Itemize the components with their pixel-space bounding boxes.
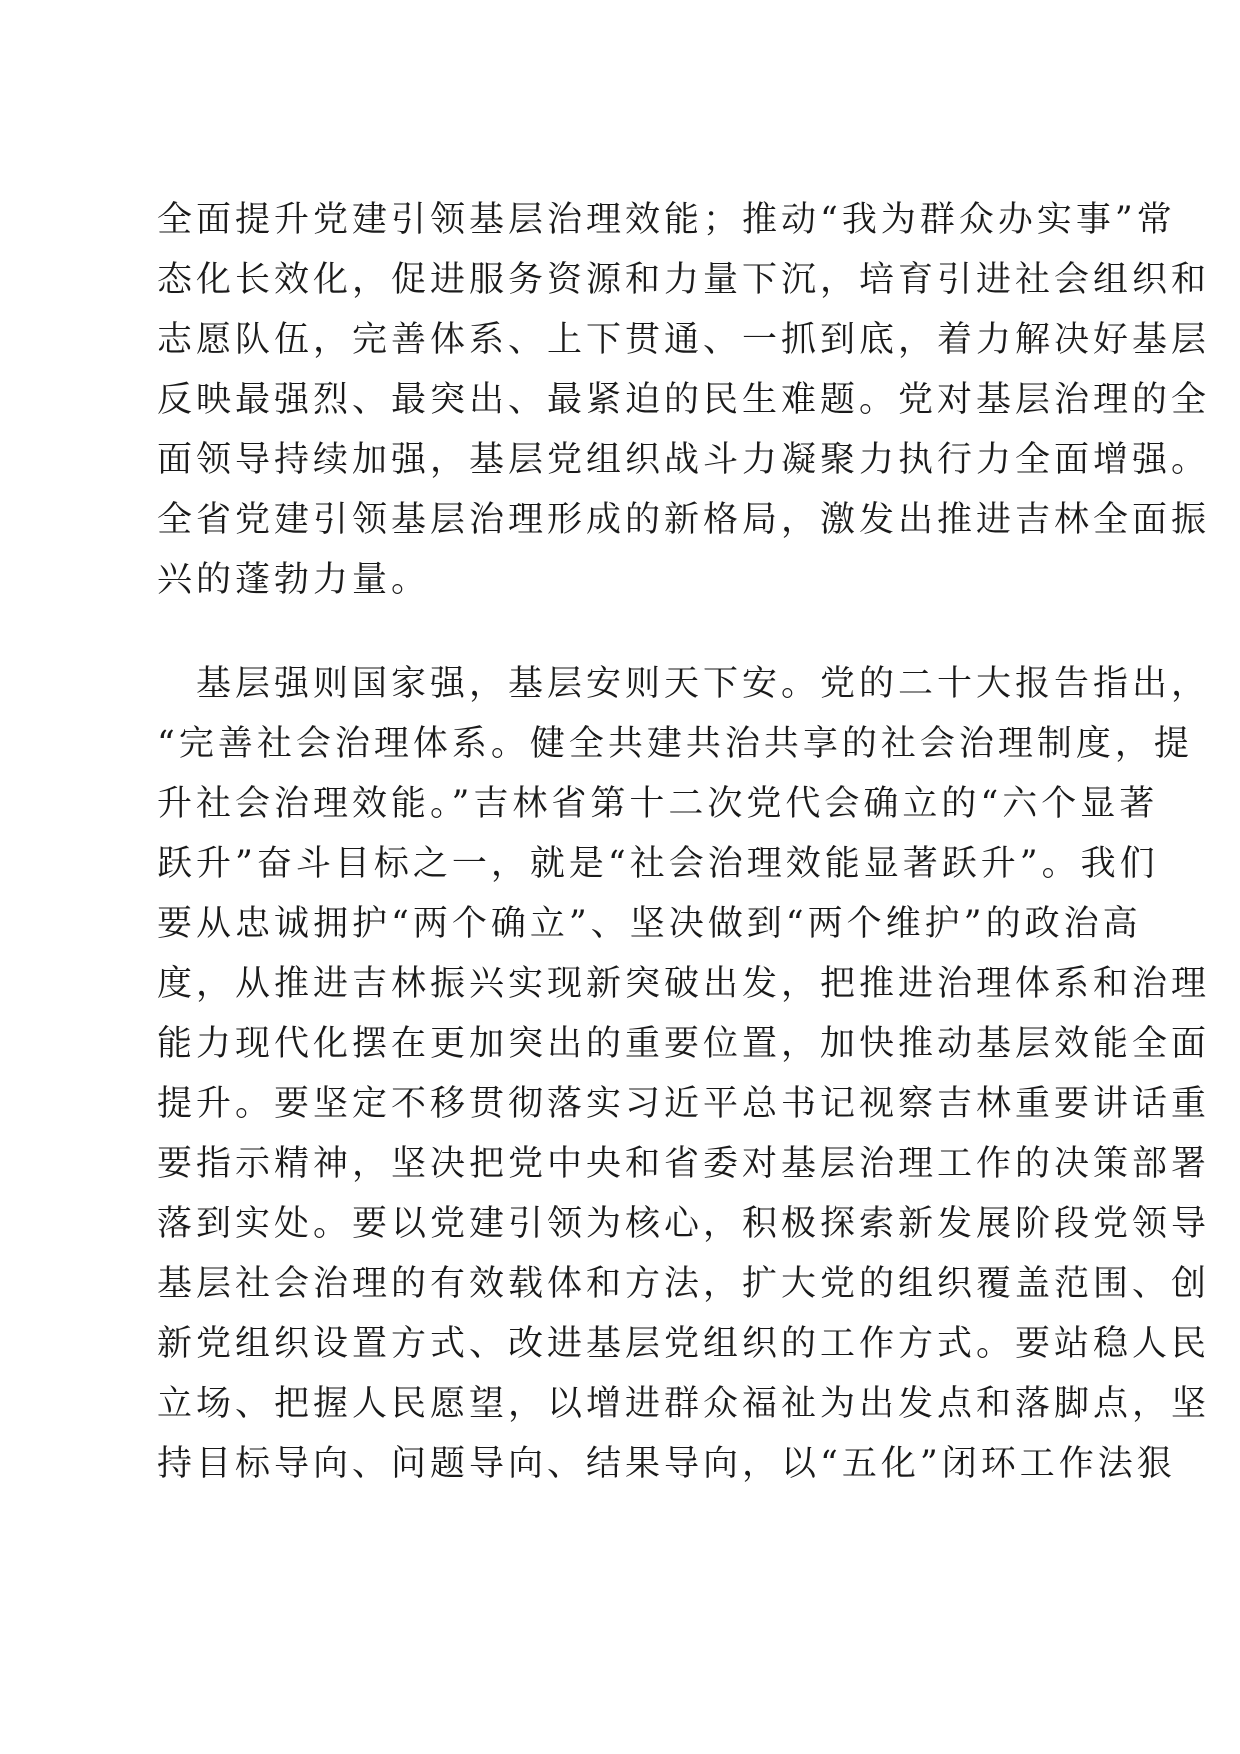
text-line: 面领导持续加强，基层党组织战斗力凝聚力执行力全面增强。: [157, 440, 1211, 480]
text-line: 全省党建引领基层治理形成的新格局，激发出推进吉林全面振: [157, 500, 1211, 540]
paragraph-spacer: [157, 610, 1057, 654]
paragraph-1: [157, 190, 1211, 610]
text-line: 能力现代化摆在更加突出的重要位置，加快推动基层效能全面: [157, 1024, 1211, 1064]
text-line: 提升。要坚定不移贯彻落实习近平总书记视察吉林重要讲话重: [157, 1084, 1211, 1124]
text-line: 兴的蓬勃力量。: [157, 560, 431, 600]
text-line: 全面提升党建引领基层治理效能；推动“我为群众办实事”常: [157, 200, 1176, 240]
text-line: 基层社会治理的有效载体和方法，扩大党的组织覆盖范围、创: [157, 1264, 1211, 1304]
body-text: [157, 190, 1211, 1494]
text-line: 基层强则国家强，基层安则天下安。党的二十大报告指出，: [157, 664, 1211, 704]
text-line: 反映最强烈、最突出、最紧迫的民生难题。党对基层治理的全: [157, 380, 1211, 420]
text-line: “完善社会治理体系。健全共建共治共享的社会治理制度，提: [157, 724, 1193, 764]
text-line: 落到实处。要以党建引领为核心，积极探索新发展阶段党领导: [157, 1204, 1211, 1244]
text-line: 立场、把握人民愿望，以增进群众福祉为出发点和落脚点，坚: [157, 1384, 1211, 1424]
paragraph-2: [157, 654, 1211, 1494]
text-line: 态化长效化，促进服务资源和力量下沉，培育引进社会组织和: [157, 260, 1211, 300]
text-line: 跃升”奋斗目标之一，就是“社会治理效能显著跃升”。我们: [157, 844, 1159, 884]
text-line: 升社会治理效能。”吉林省第十二次党代会确立的“六个显著: [157, 784, 1159, 824]
text-line: 持目标导向、问题导向、结果导向，以“五化”闭环工作法狠: [157, 1444, 1176, 1484]
text-line: 要从忠诚拥护“两个确立”、坚决做到“两个维护”的政治高: [157, 904, 1142, 944]
text-line: 要指示精神，坚决把党中央和省委对基层治理工作的决策部署: [157, 1144, 1211, 1184]
text-line: 新党组织设置方式、改进基层党组织的工作方式。要站稳人民: [157, 1324, 1211, 1364]
text-line: 度，从推进吉林振兴实现新突破出发，把推进治理体系和治理: [157, 964, 1211, 1004]
text-line: 志愿队伍，完善体系、上下贯通、一抓到底，着力解决好基层: [157, 320, 1211, 360]
